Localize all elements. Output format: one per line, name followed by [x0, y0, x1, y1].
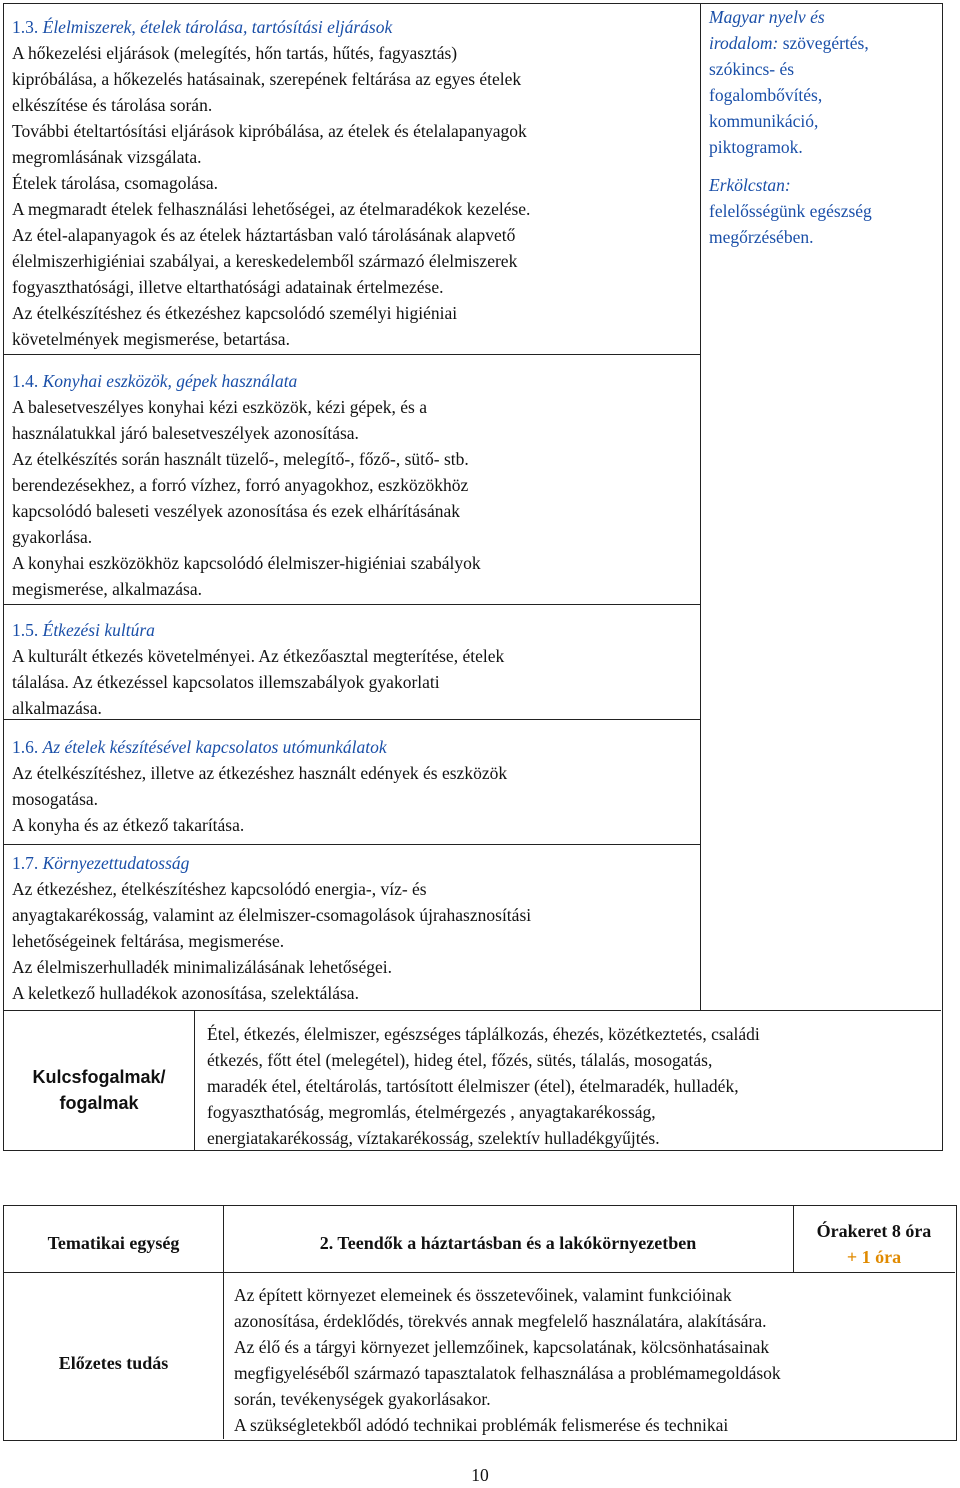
text-line: berendezésekhez, a forró vízhez, forró anyagokhoz, eszközökhöz — [12, 475, 469, 495]
text-line: Az étkezéshez, ételkészítéshez kapcsolódó energia-, víz- és — [12, 879, 427, 899]
text-line: fogyaszthatóság, megromlás, ételmérgezés , anyagtakarékosság, — [207, 1102, 656, 1122]
unit-title: 2. Teendők a háztartásban és a lakókörnyezetben — [319, 1233, 697, 1253]
text-line: fogalombővítés, — [709, 85, 823, 105]
text-line: megromlásának vizsgálata. — [12, 147, 202, 167]
text-line: élelmiszerhigiéniai szabályai, a kereskedelemből származó élelmiszerek — [12, 251, 518, 271]
text-line: További ételtartósítási eljárások kipróbálása, az ételek és ételalapanyagok — [12, 121, 527, 141]
text-line: alkalmazása. — [12, 698, 102, 718]
text-line: A konyhai eszközökhöz kapcsolódó élelmiszer-higiéniai szabályok — [12, 553, 481, 573]
text-line: kommunikáció, — [709, 111, 819, 131]
curriculum-table — [3, 3, 943, 1151]
text-line: gyakorlása. — [12, 527, 93, 547]
section-1-4 — [4, 368, 701, 602]
text-line: azonosítása, érdeklődés, törekvés annak megfelelő használatára, alakítására. — [234, 1311, 767, 1331]
text-line: Az épített környezet elemeinek és összetevőinek, valamint funkcióinak — [234, 1285, 732, 1305]
column-divider — [194, 1010, 195, 1150]
text-line: Az étel-alapanyagok és az ételek háztartásban való tárolásának alapvető — [12, 225, 516, 245]
section-heading: 1.4. Konyhai eszközök, gépek használata — [12, 371, 298, 391]
connections-cell — [701, 4, 941, 250]
text-line: fogyaszthatósági, illetve eltarthatósági adatainak értelmezése. — [12, 277, 444, 297]
text-line: A konyha és az étkező takarítása. — [12, 815, 245, 835]
hours-line: Órakeret 8 óra — [816, 1221, 932, 1241]
hours-cell — [793, 1218, 955, 1270]
section-1-3 — [4, 14, 701, 352]
text-line: anyagtakarékosság, valamint az élelmiszer-csomagolások újrahasznosítási — [12, 905, 532, 925]
text-line: Az ételkészítéshez és étkezéshez kapcsolódó személyi higiéniai — [12, 303, 458, 323]
subject-line: irodalom: szövegértés, — [709, 33, 869, 53]
text-line: kapcsolódó baleseti veszélyek azonosítása és ezek elhárításának — [12, 501, 461, 521]
section-1-5 — [4, 617, 701, 721]
hours-extra: + 1 óra — [846, 1247, 902, 1267]
text-line: tálalása. Az étkezéssel kapcsolatos illemszabályok gyakorlati — [12, 672, 440, 692]
text-line: Az élő és a tárgyi környezet jellemzőinek, kapcsolatának, kölcsönhatásainak — [234, 1337, 770, 1357]
text-line: során, tevékenységek gyakorlásakor. — [234, 1389, 491, 1409]
prior-knowledge-text — [226, 1282, 955, 1438]
text-line: A hőkezelési eljárások (melegítés, hőn tartás, hűtés, fagyasztás) — [12, 43, 458, 63]
text-line: A megmaradt ételek felhasználási lehetőségei, az ételmaradékok kezelése. — [12, 199, 531, 219]
label-line: Kulcsfogalmak/ — [32, 1067, 166, 1087]
prior-knowledge-label: Előzetes tudás — [58, 1353, 169, 1373]
text-line: elkészítése és tárolása során. — [12, 95, 213, 115]
text-line: lehetőségeinek feltárása, megismerése. — [12, 931, 285, 951]
text-line: használatukkal járó balesetveszélyek azonosítása. — [12, 423, 359, 443]
text-line: követelmények megismerése, betartása. — [12, 329, 290, 349]
text-line: maradék étel, ételtárolás, tartósított élelmiszer (étel), ételmaradék, hulladék, — [207, 1076, 739, 1096]
thematic-unit-label: Tematikai egység — [47, 1233, 180, 1253]
text-line: piktogramok. — [709, 137, 803, 157]
text-line: szókincs- és — [709, 59, 795, 79]
row-divider — [4, 1010, 941, 1011]
text-line: Az ételkészítés során használt tüzelő-, melegítő-, főző-, sütő- stb. — [12, 449, 469, 469]
row-divider — [4, 844, 701, 845]
unit-table — [3, 1205, 957, 1441]
text-line: megismerése, alkalmazása. — [12, 579, 202, 599]
text-line: felelősségünk egészség — [709, 201, 872, 221]
text-line: mosogatása. — [12, 789, 99, 809]
subject-name: Erkölcstan: — [709, 175, 791, 195]
subject-name: Magyar nyelv és — [709, 7, 825, 27]
key-concepts-text — [199, 1021, 941, 1151]
section-1-6 — [4, 734, 701, 838]
text-line: Az ételkészítéshez, illetve az étkezéshez használt edények és eszközök — [12, 763, 508, 783]
section-heading: 1.7. Környezettudatosság — [12, 853, 190, 873]
section-heading: 1.5. Étkezési kultúra — [12, 620, 155, 640]
text-line: megfigyeléséből származó tapasztalatok felhasználása a problémamegoldások — [234, 1363, 781, 1383]
page-number: 10 — [471, 1465, 489, 1485]
label-line: fogalmak — [59, 1093, 139, 1113]
text-line: energiatakarékosság, víztakarékosság, szelektív hulladékgyűjtés. — [207, 1128, 660, 1148]
text-line: megőrzésében. — [709, 227, 814, 247]
text-line: kipróbálása, a hőkezelés hatásainak, szerepének feltárása az egyes ételek — [12, 69, 522, 89]
text-line: Étel, étkezés, élelmiszer, egészséges táplálkozás, éhezés, közétkeztetés, családi — [207, 1024, 760, 1044]
row-divider — [4, 1272, 955, 1273]
text-line: Ételek tárolása, csomagolása. — [12, 173, 219, 193]
section-heading: 1.3. Élelmiszerek, ételek tárolása, tartósítási eljárások — [12, 17, 393, 37]
text-line: A szükségletekből adódó technikai problémák felismerése és technikai — [234, 1415, 729, 1435]
section-1-7 — [4, 850, 701, 1006]
text-line: A keletkező hulladékok azonosítása, szelektálása. — [12, 983, 359, 1003]
row-divider — [4, 354, 701, 355]
section-heading: 1.6. Az ételek készítésével kapcsolatos utómunkálatok — [12, 737, 387, 757]
text-line: A balesetveszélyes konyhai kézi eszközök, kézi gépek, és a — [12, 397, 427, 417]
text-line: A kulturált étkezés követelményei. Az étkezőasztal megterítése, ételek — [12, 646, 505, 666]
text-line: étkezés, főtt étel (melegétel), hideg étel, főzés, sütés, tálalás, mosogatás, — [207, 1050, 713, 1070]
row-divider — [4, 604, 701, 605]
text-line: Az élelmiszerhulladék minimalizálásának lehetőségei. — [12, 957, 392, 977]
key-concepts-label — [4, 1064, 194, 1116]
